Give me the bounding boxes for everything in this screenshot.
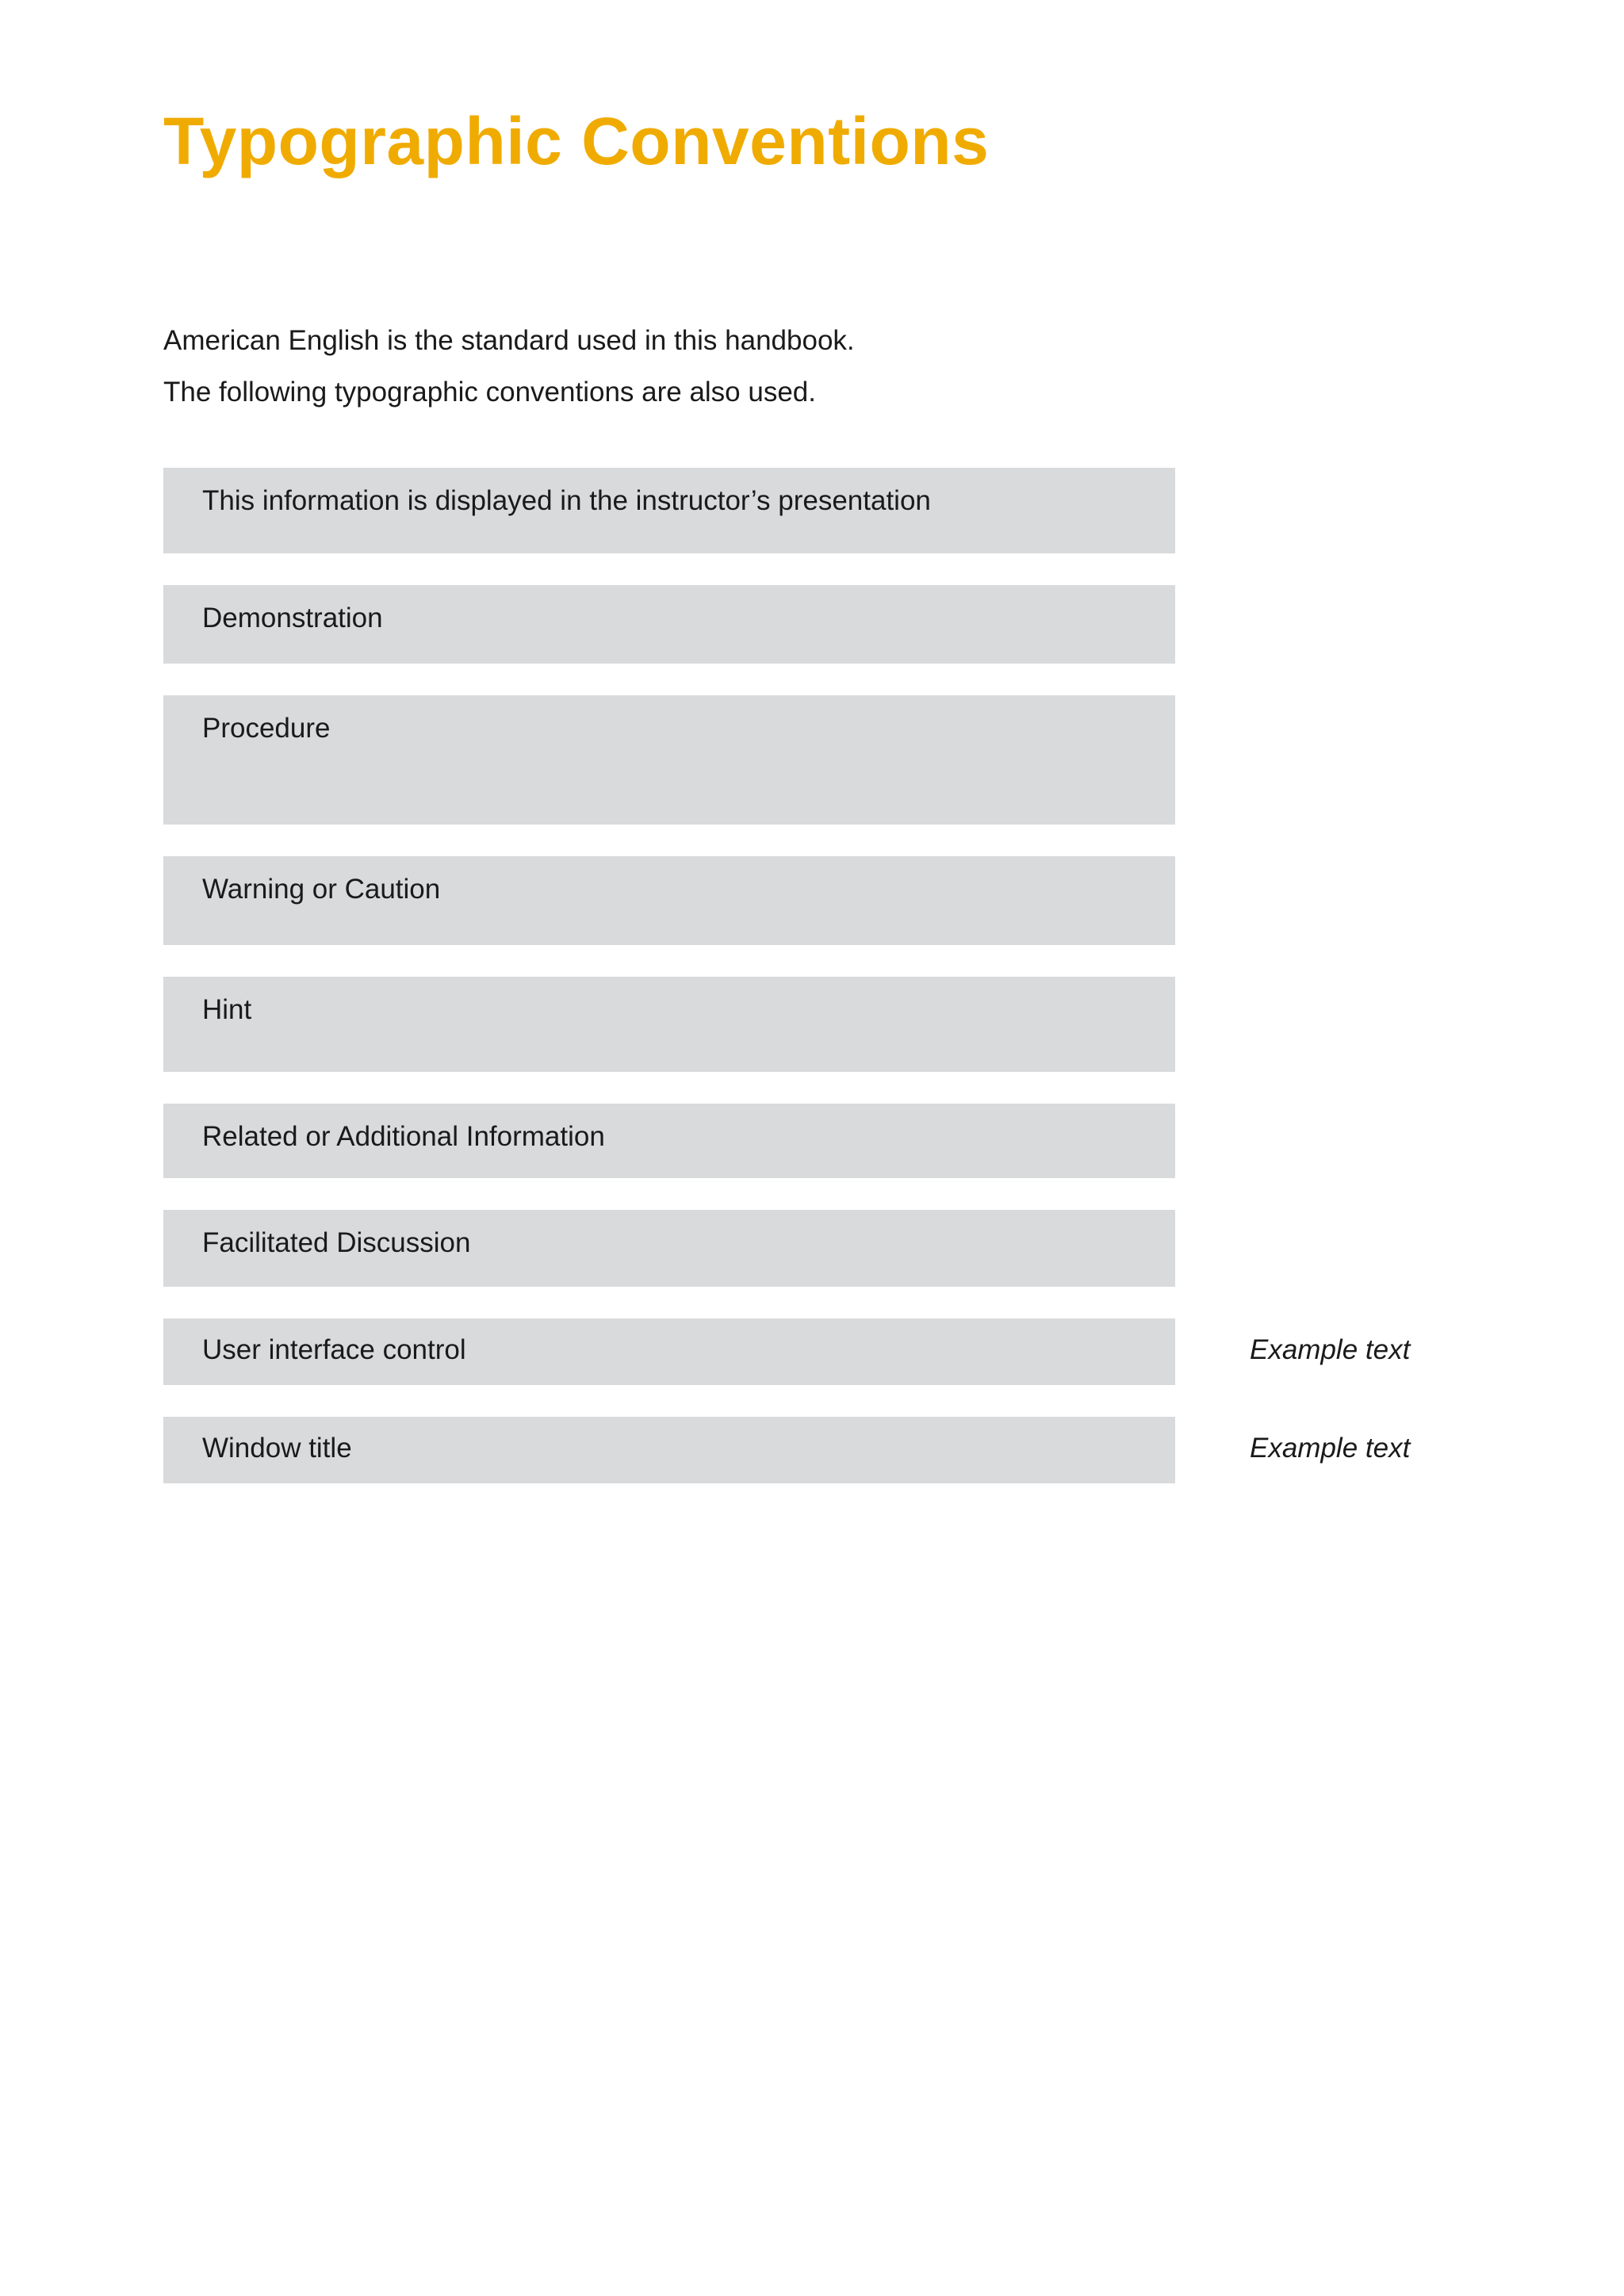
convention-label: Demonstration [202,603,383,633]
convention-box-warning [163,856,1175,945]
page-title: Typographic Conventions [163,104,990,178]
intro-line-2: The following typographic conventions are also used. [163,377,816,408]
convention-label: Hint [202,994,252,1025]
convention-box-ui-control [163,1318,1175,1385]
convention-label: Procedure [202,713,331,744]
convention-box-related-info [163,1104,1175,1178]
convention-label: This information is displayed in the instructor’s presentation [202,485,931,516]
example-text-ui-control: Example text [1250,1334,1411,1365]
convention-label: Related or Additional Information [202,1121,605,1152]
convention-label: Facilitated Discussion [202,1227,471,1258]
convention-box-hint [163,977,1175,1072]
convention-box-procedure [163,695,1175,825]
convention-label: User interface control [202,1334,466,1365]
convention-box-window-title [163,1417,1175,1483]
convention-label: Window title [202,1433,352,1464]
convention-label: Warning or Caution [202,874,441,905]
example-text-window-title: Example text [1250,1433,1411,1464]
convention-box-demonstration [163,585,1175,664]
convention-box-discussion [163,1210,1175,1287]
intro-line-1: American English is the standard used in this handbook. [163,325,855,356]
convention-box-presentation [163,468,1175,553]
